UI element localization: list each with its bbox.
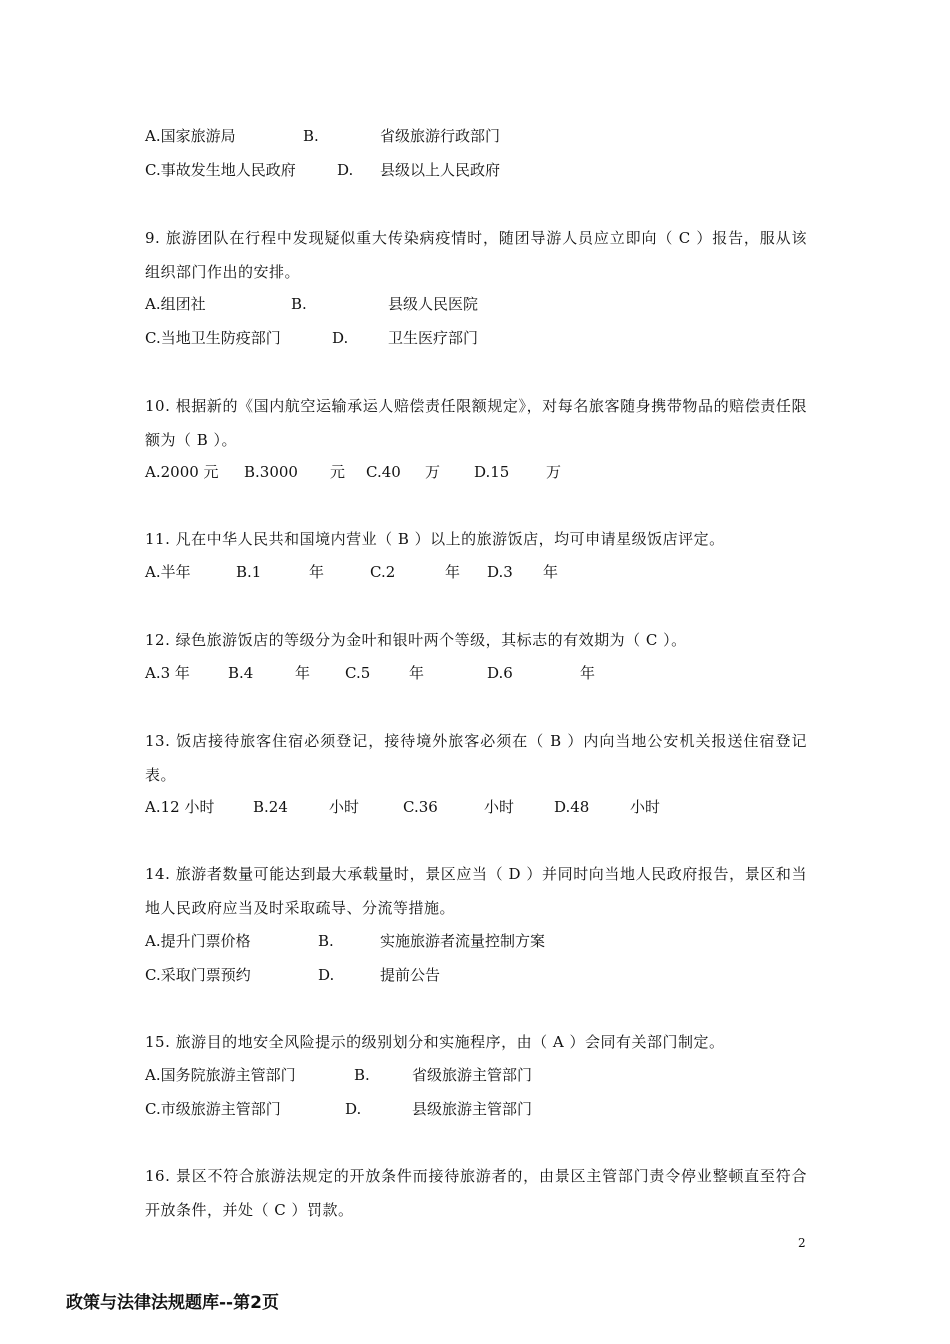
q15-stem: 15. 旅游目的地安全风险提示的级别划分和实施程序，由（ A ）会同有关部门制定。 xyxy=(145,1033,725,1051)
q12-stem: 12. 绿色旅游饭店的等级分为金叶和银叶两个等级，其标志的有效期为（ C ）。 xyxy=(145,631,687,649)
q15-option-c: C.市级旅游主管部门 xyxy=(145,1100,281,1118)
q11-option-b-unit: 年 xyxy=(309,563,325,581)
q9-option-c: C.当地卫生防疫部门 xyxy=(145,329,281,347)
q9-option-d-key: D. xyxy=(332,329,349,347)
q13-option-c-unit: 小时 xyxy=(484,798,515,816)
q15-option-b: 省级旅游主管部门 xyxy=(412,1066,533,1084)
q13-option-a: A.12 小时 xyxy=(145,798,215,816)
q10-option-d: D.15 xyxy=(474,463,510,481)
q12-option-a: A.3 年 xyxy=(145,664,190,682)
q9-option-b: 县级人民医院 xyxy=(388,295,479,313)
q15-option-b-key: B. xyxy=(354,1066,370,1084)
q10-stem: 10. 根据新的《国内航空运输承运人赔偿责任限额规定》，对每名旅客随身携带物品的赔偿责任限额为（ B ）。 xyxy=(145,397,807,449)
q15-option-d-key: D. xyxy=(345,1100,362,1118)
q8-option-d-key: D. xyxy=(337,161,354,179)
q14-option-c: C.采取门票预约 xyxy=(145,966,251,984)
q12-option-d: D.6 xyxy=(487,664,513,682)
q10-option-b: B.3000 xyxy=(244,463,298,481)
q8-option-c: C.事故发生地人民政府 xyxy=(145,161,296,179)
q8-option-d: 县级以上人民政府 xyxy=(380,161,501,179)
q10-option-d-unit: 万 xyxy=(546,463,562,481)
q11-option-c: C.2 xyxy=(370,563,396,581)
q8-option-b-key: B. xyxy=(303,127,319,145)
q14-option-a: A.提升门票价格 xyxy=(145,932,251,950)
q12-option-b: B.4 xyxy=(228,664,254,682)
q14-option-d: 提前公告 xyxy=(380,966,441,984)
q11-option-a: A.半年 xyxy=(145,563,191,581)
q9-option-a: A.组团社 xyxy=(145,295,206,313)
q10-option-a: A.2000 元 xyxy=(145,463,219,481)
q13-option-b-unit: 小时 xyxy=(329,798,360,816)
q9-option-d: 卫生医疗部门 xyxy=(388,329,479,347)
q16-stem: 16. 景区不符合旅游法规定的开放条件而接待旅游者的，由景区主管部门责令停业整顿直至符合开放条件，并处（ C ）罚款。 xyxy=(145,1167,807,1219)
q14-option-b-key: B. xyxy=(318,932,334,950)
q12-option-c: C.5 xyxy=(345,664,371,682)
q15-option-a: A.国务院旅游主管部门 xyxy=(145,1066,296,1084)
q11-option-d-unit: 年 xyxy=(543,563,559,581)
q13-option-d: D.48 xyxy=(554,798,590,816)
q13-option-c: C.36 xyxy=(403,798,438,816)
q12-option-b-unit: 年 xyxy=(295,664,311,682)
q10-option-c: C.40 xyxy=(366,463,401,481)
q13-option-d-unit: 小时 xyxy=(630,798,661,816)
q13-option-b: B.24 xyxy=(253,798,288,816)
q9-stem: 9. 旅游团队在行程中发现疑似重大传染病疫情时，随团导游人员应立即向（ C ）报告，服从该组织部门作出的安排。 xyxy=(145,229,807,281)
q11-stem: 11. 凡在中华人民共和国境内营业（ B ）以上的旅游饭店，均可申请星级饭店评定。 xyxy=(145,530,725,548)
q8-option-a: A.国家旅游局 xyxy=(145,127,236,145)
q14-stem: 14. 旅游者数量可能达到最大承载量时，景区应当（ D ）并同时向当地人民政府报告，景区和当地人民政府应当及时采取疏导、分流等措施。 xyxy=(145,865,807,917)
page-number: 2 xyxy=(798,1236,806,1250)
q14-option-b: 实施旅游者流量控制方案 xyxy=(380,932,546,950)
q13-stem: 13. 饭店接待旅客住宿必须登记，接待境外旅客必须在（ B ）内向当地公安机关报送住宿登记表。 xyxy=(145,732,807,784)
q12-option-d-unit: 年 xyxy=(580,664,596,682)
q12-option-c-unit: 年 xyxy=(409,664,425,682)
page-footer: 政策与法律法规题库--第2页 xyxy=(66,1293,279,1313)
q14-option-d-key: D. xyxy=(318,966,335,984)
q11-option-d: D.3 xyxy=(487,563,513,581)
q8-option-b: 省级旅游行政部门 xyxy=(380,127,501,145)
q10-option-b-unit: 元 xyxy=(330,463,346,481)
q15-option-d: 县级旅游主管部门 xyxy=(412,1100,533,1118)
q9-option-b-key: B. xyxy=(291,295,307,313)
q11-option-b: B.1 xyxy=(236,563,262,581)
q10-option-c-unit: 万 xyxy=(425,463,441,481)
q11-option-c-unit: 年 xyxy=(445,563,461,581)
